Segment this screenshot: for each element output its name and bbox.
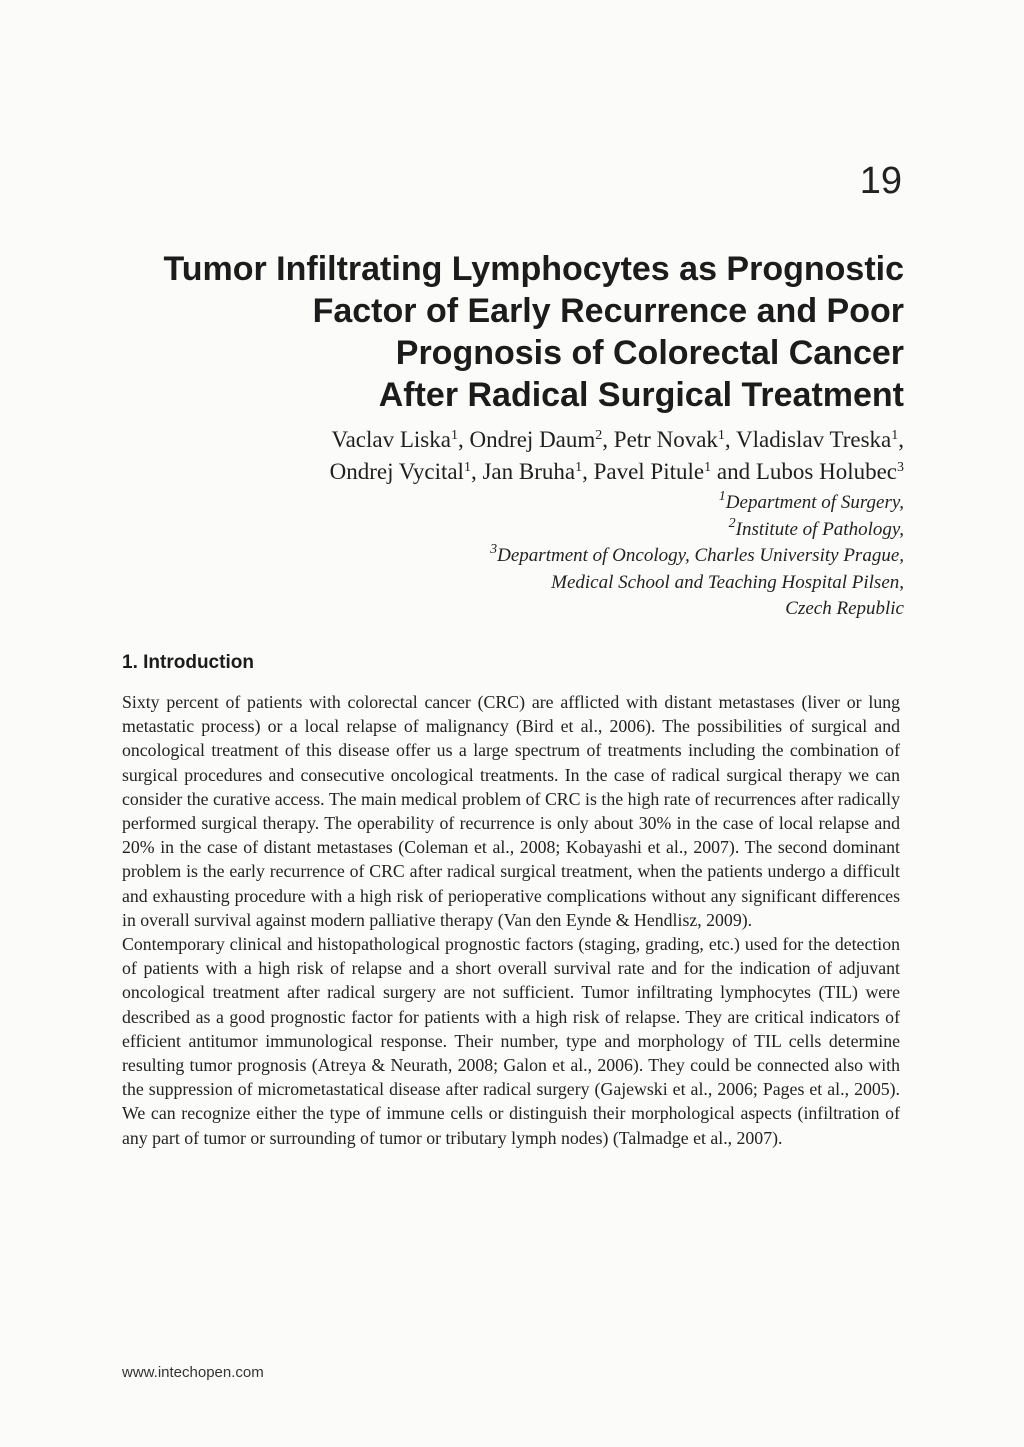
affiliation-text: Department of Surgery, (725, 492, 904, 513)
author-line (144, 456, 904, 488)
author-separator: , (582, 459, 594, 484)
affiliation-mark: 1 (718, 489, 726, 504)
chapter-number: 19 (859, 160, 902, 202)
footer-url: www.intechopen.com (122, 1364, 264, 1381)
affiliation-text: Czech Republic (785, 598, 904, 619)
body-text (122, 690, 900, 1150)
affiliation-mark: 2 (728, 515, 736, 531)
author-name: Ondrej Daum (469, 427, 596, 452)
author-affiliation-mark: 1 (717, 428, 725, 443)
affiliation-line (144, 490, 904, 517)
affiliation-text: Institute of Pathology, (735, 518, 904, 540)
author-affiliation-mark: 1 (575, 460, 583, 475)
author-name: Lubos Holubec (755, 459, 897, 484)
author-separator: and (711, 459, 756, 484)
paragraph: Sixty percent of patients with colorectal cancer (CRC) are afflicted with distant metastases (liver or lung metastatic process) or a local relapse of malignancy (Bird et al., 2006). The possibilities of surgical and oncological treatment of this disease offer us a large spectrum of treatments including the combination of surgical procedures and consecutive oncological treatments. In the case of radical surgical therapy we can consider the curative access. The main medical problem of CRC is the high rate of recurrences after radically performed surgical therapy. The operability of recurrence is only about 30% in the case of local relapse and 20% in the case of distant metastases (Coleman et al., 2008; Kobayashi et al., 2007). The second dominant problem is the early recurrence of CRC after radical surgical treatment, when the patients undergo a difficult and exhausting procedure with a high risk of perioperative complications without any significant differences in overall survival against modern palliative therapy (Van den Eynde & Hendlisz, 2009). (122, 692, 900, 930)
author-separator: , (457, 427, 470, 452)
title-line: After Radical Surgical Treatment (378, 376, 904, 414)
author-name: Vaclav Liska (331, 427, 451, 452)
author-separator: , (470, 459, 483, 484)
affiliation-text: Medical School and Teaching Hospital Pilsen, (551, 571, 904, 593)
title-line: Tumor Infiltrating Lymphocytes as Prognostic (163, 250, 904, 288)
chapter-title (144, 248, 904, 416)
title-line: Factor of Early Recurrence and Poor (312, 292, 904, 330)
author-affiliation-mark: 1 (891, 428, 899, 443)
author-name: Ondrej Vycital (329, 459, 464, 484)
affiliation-text: Department of Oncology, Charles University Prague, (497, 545, 904, 566)
affiliation-line (144, 570, 904, 597)
author-name: Pavel Pitule (593, 459, 705, 484)
author-affiliation-mark: 3 (897, 460, 904, 475)
author-name: Petr Novak (613, 427, 718, 452)
author-list (144, 424, 904, 488)
affiliation-line (144, 517, 904, 544)
author-line (144, 424, 904, 456)
affiliation-list (144, 490, 904, 623)
author-affiliation-mark: 2 (595, 428, 603, 443)
author-affiliation-mark: 1 (704, 460, 712, 475)
affiliation-line (144, 596, 904, 623)
section-heading: 1. Introduction (122, 652, 254, 673)
affiliation-mark: 3 (490, 542, 498, 557)
author-affiliation-mark: 1 (463, 460, 471, 475)
author-name: Vladislav Treska (736, 427, 892, 452)
author-separator: , (602, 427, 614, 452)
title-line: Prognosis of Colorectal Cancer (395, 334, 904, 372)
author-separator: , (724, 427, 736, 452)
affiliation-line (144, 543, 904, 570)
paragraph: Contemporary clinical and histopathological prognostic factors (staging, grading, etc.) used for the detection of patients with a high risk of relapse and a short overall survival rate and for the indication of adjuvant oncological treatment after radical surgery are not sufficient. Tumor infiltrating lymphocytes (TIL) were described as a good prognostic factor for patients with a high risk of relapse. They are critical indicators of efficient antitumor immunological response. Their number, type and morphology of TIL cells determine resulting tumor prognosis (Atreya & Neurath, 2008; Galon et al., 2006). They could be connected also with the suppression of micrometastatical disease after radical surgery (Gajewski et al., 2006; Pages et al., 2005). We can recognize either the type of immune cells or distinguish their morphological aspects (infiltration of any part of tumor or surrounding of tumor or tributary lymph nodes) (Talmadge et al., 2007). (122, 934, 900, 1148)
author-separator: , (898, 427, 904, 452)
author-name: Jan Bruha (482, 459, 576, 484)
author-affiliation-mark: 1 (450, 428, 458, 443)
